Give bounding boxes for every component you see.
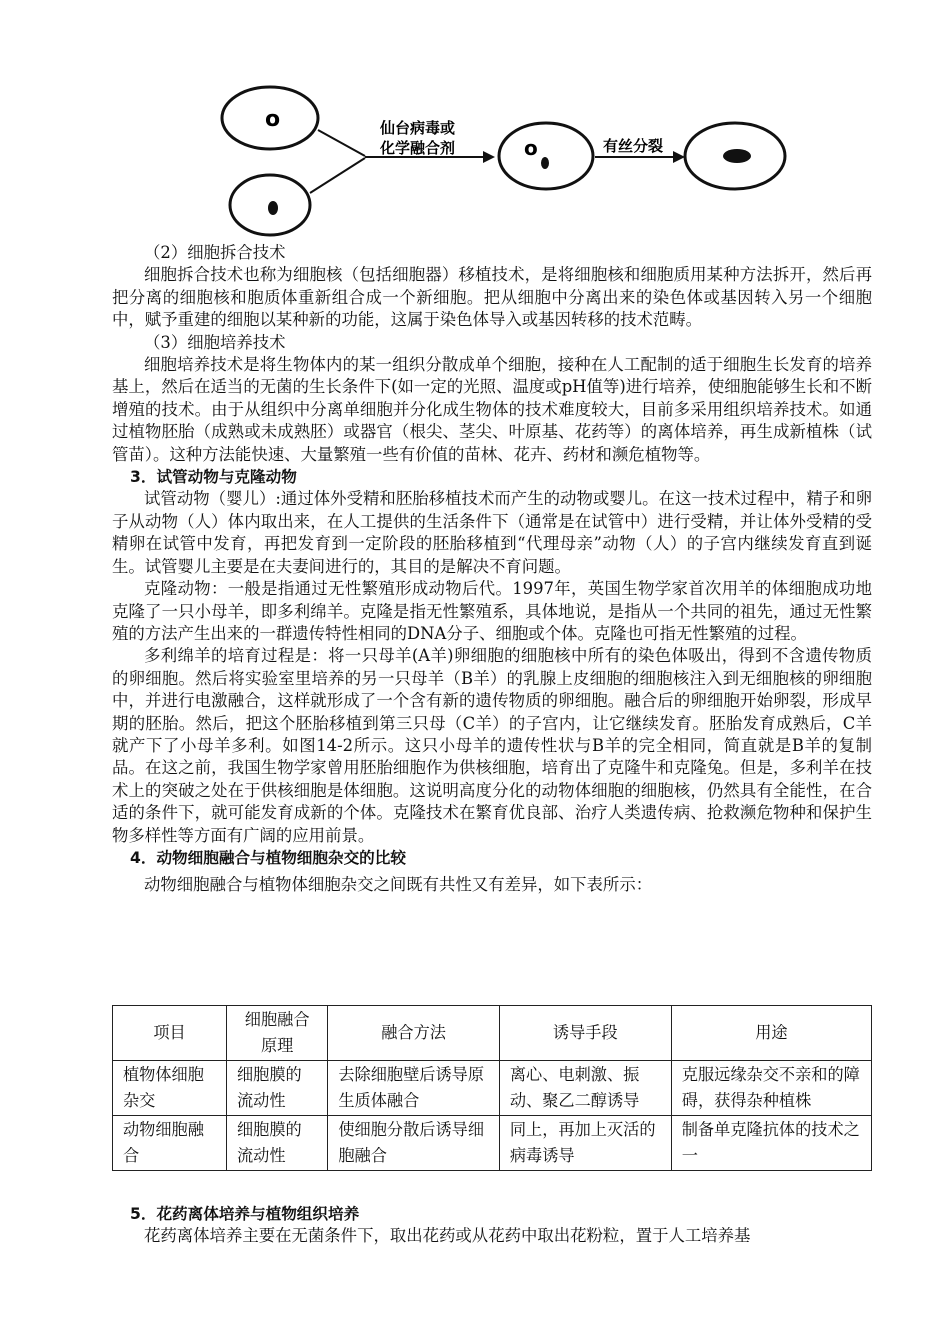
fusion-agent-label-2: 化学融合剂	[380, 139, 456, 157]
table-cell: 细胞膜的流动性	[227, 1061, 328, 1116]
table-cell: 植物体细胞杂交	[113, 1061, 227, 1116]
paragraph-cell-split: 细胞拆合技术也称为细胞核（包括细胞器）移植技术，是将细胞核和细胞质用某种方法拆开，然后再把分离的细胞核和胞质体重新组合成一个新细胞。把从细胞中分离出来的染色体或基因转入另一个细胞中，赋予重建的细胞以某种新的功能，这属于染色体导入或基因转移的技术范畴。	[112, 265, 872, 330]
paragraph-cell-culture: 细胞培养技术是将生物体内的某一组织分散成单个细胞，接种在人工配制的适于细胞生长发育的培养基上，然后在适当的无菌的生长条件下(如一定的光照、温度或pH值等)进行培养，使细胞能够生长和不断增殖的技术。由于从组织中分离单细胞并分化成生物体的技术难度较大，目前多采用组织培养技术。如通过植物胚胎（成熟或未成熟胚）或器官（根尖、茎尖、叶原基、花药等）的离体培养，再生成新植株（试管苗）。这种方法能快速、大量繁殖一些有价值的苗林、花卉、药材和濒危植物等。	[112, 355, 872, 464]
section-title-cell-split: （2）细胞拆合技术	[144, 243, 286, 262]
table-header-cell: 细胞融合原理	[227, 1006, 328, 1061]
table-header-cell: 项目	[113, 1006, 227, 1061]
table-cell: 制备单克隆抗体的技术之一	[671, 1116, 871, 1171]
paragraph-test-tube: 试管动物（婴儿）:通过体外受精和胚胎移植技术而产生的动物或婴儿。在这一技术过程中，精子和卵子从动物（人）体内取出来，在人工提供的生活条件下（通常是在试管中）进行受精，并让体外受精的受精卵在试管中发育，再把发育到一定阶段的胚胎移植到“代理母亲”动物（人）的子宫内继续发育直到诞生。试管婴儿主要是在夫妻间进行的，其目的是解决不育问题。	[112, 489, 872, 576]
table-cell: 去除细胞壁后诱导原生质体融合	[328, 1061, 500, 1116]
paragraph-anther-culture: 花药离体培养主要在无菌条件下，取出花药或从花药中取出花粉粒，置于人工培养基	[144, 1226, 751, 1246]
table-header-row	[113, 1006, 872, 1061]
paragraph-clone: 克隆动物：一般是指通过无性繁殖形成动物后代。1997年，英国生物学家首次用羊的体细胞成功地克隆了一只小母羊，即多利绵羊。克隆是指无性繁殖系，具体地说，是指从一个共同的祖先，通过无性繁殖的方法产生出来的一群遗传特性相同的DNA分子、细胞或个体。克隆也可指无性繁殖的过程。	[112, 579, 872, 643]
body-text-upper	[112, 242, 872, 897]
hybrid-cell-nucleus	[723, 149, 751, 163]
table-cell: 细胞膜的流动性	[227, 1116, 328, 1171]
heading-test-tube-clone: 3．试管动物与克隆动物	[130, 468, 297, 487]
table-row	[113, 1116, 872, 1171]
table-header-cell: 诱导手段	[499, 1006, 671, 1061]
table-cell: 使细胞分散后诱导细胞融合	[328, 1116, 500, 1171]
comparison-table	[112, 1005, 872, 1171]
table-cell: 同上，再加上灭活的病毒诱导	[499, 1116, 671, 1171]
fused-cell-nucleus-a: o	[524, 136, 538, 160]
table-cell: 动物细胞融合	[113, 1116, 227, 1171]
mitosis-label: 有丝分裂	[603, 137, 664, 155]
fusion-agent-label-1: 仙台病毒或	[380, 119, 456, 137]
table-header-cell: 融合方法	[328, 1006, 500, 1061]
table-cell: 克服远缘杂交不亲和的障碍，获得杂种植株	[671, 1061, 871, 1116]
table-cell: 离心、电刺激、振动、聚乙二醇诱导	[499, 1061, 671, 1116]
paragraph-table-intro: 动物细胞融合与植物体细胞杂交之间既有共性又有差异，如下表所示：	[144, 875, 653, 895]
fused-cell-nucleus-b	[541, 157, 549, 169]
section-title-cell-culture: （3）细胞培养技术	[144, 332, 286, 352]
parent-cell-b-nucleus	[268, 201, 278, 215]
table-row	[113, 1061, 872, 1116]
cell-fusion-diagram	[215, 78, 795, 238]
paragraph-dolly: 多利绵羊的培育过程是：将一只母羊(A羊)卵细胞的细胞核中所有的染色体吸出，得到不含遗传物质的卵细胞。然后将实验室里培养的另一只母羊（B羊）的乳腺上皮细胞的细胞核注入到无细胞核的卵细胞中，并进行电激融合，这样就形成了一个含有新的遗传物质的卵细胞。融合后的卵细胞开始卵裂，形成早期的胚胎。然后，把这个胚胎移植到第三只母（C羊）的子宫内，让它继续发育。胚胎发育成熟后，C羊就产下了小母羊多利。如图14-2所示。这只小母羊的遗传性状与B羊的完全相同，简直就是B羊的复制品。在这之前，我国生物学家曾用胚胎细胞作为供核细胞，培育出了克隆牛和克隆兔。但是，多利羊在技术上的突破之处在于供核细胞是体细胞。这说明高度分化的动物体细胞的细胞核，仍然具有全能性，在合适的条件下，就可能发育成新的个体。克隆技术在繁育优良部、治疗人类遗传病、抢救濒危物种和保护生物多样性等方面有广阔的应用前景。	[112, 646, 872, 845]
parent-cell-a-nucleus: o	[265, 107, 281, 132]
table-header-cell: 用途	[671, 1006, 871, 1061]
heading-anther-culture: 5．花药离体培养与植物组织培养	[130, 1205, 360, 1223]
heading-comparison: 4．动物细胞融合与植物细胞杂交的比较	[130, 848, 406, 867]
body-text-lower	[112, 1203, 872, 1248]
fused-cell	[499, 123, 593, 189]
